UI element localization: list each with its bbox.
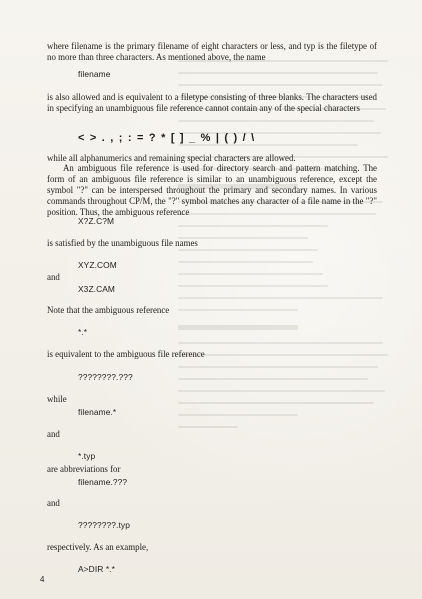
code-xyz-com: XYZ.COM	[78, 260, 117, 270]
text-satisfied-by: is satisfied by the unambiguous file names	[47, 238, 198, 248]
show-through-text	[178, 60, 398, 530]
code-question-marks: ????????.???	[78, 372, 133, 382]
text-and-3: and	[47, 498, 60, 508]
code-star-typ: *.typ	[78, 451, 96, 461]
paragraph-ambiguous-reference: An ambiguous file reference is used for directory search and pattern matching. The form of an ambiguous file reference is similar to an unambiguous reference, except the symbol "?" can be interspersed throughout the primary and secondary names. In various commands throughout CP/M, the "?" symbol matches any character of a file name in the "?" position. Thus, the ambiguous reference	[47, 163, 377, 217]
code-qqq-typ: ????????.typ	[78, 520, 130, 530]
code-x3z-cam: X3Z.CAM	[78, 284, 115, 294]
text-and-2: and	[47, 429, 60, 439]
code-filename: filename	[78, 69, 111, 79]
code-filename-qqq: filename.???	[78, 477, 128, 487]
paragraph-allowed-characters: while all alphanumerics and remaining special characters are allowed.	[47, 153, 296, 163]
code-filename-star: filename.*	[78, 407, 117, 417]
text-respectively: respectively. As an example,	[47, 542, 149, 552]
text-equivalent: is equivalent to the ambiguous file reference	[47, 349, 205, 359]
text-note-ambiguous: Note that the ambiguous reference	[47, 305, 170, 315]
code-dir-command: A>DIR *.*	[78, 564, 115, 574]
paragraph-unambiguous-characters: is also allowed and is equivalent to a filetype consisting of three blanks. The characters used in specifying an unambiguous file reference cannot contain any of the special characters	[47, 92, 377, 113]
paragraph-filename-definition: where filename is the primary filename of eight characters or less, and typ is the filetype of no more than three characters. As mentioned above, the name	[47, 41, 377, 62]
page-number: 4	[40, 575, 45, 584]
code-ambiguous-example: X?Z.C?M	[78, 216, 115, 226]
code-star-dot-star: *.*	[78, 327, 88, 337]
text-abbreviations: are abbreviations for	[47, 464, 121, 474]
special-characters-list: < > . , ; : = ? * [ ] _ % | ( ) / \	[78, 132, 256, 144]
text-while: while	[47, 394, 67, 404]
text-and-1: and	[47, 272, 60, 282]
